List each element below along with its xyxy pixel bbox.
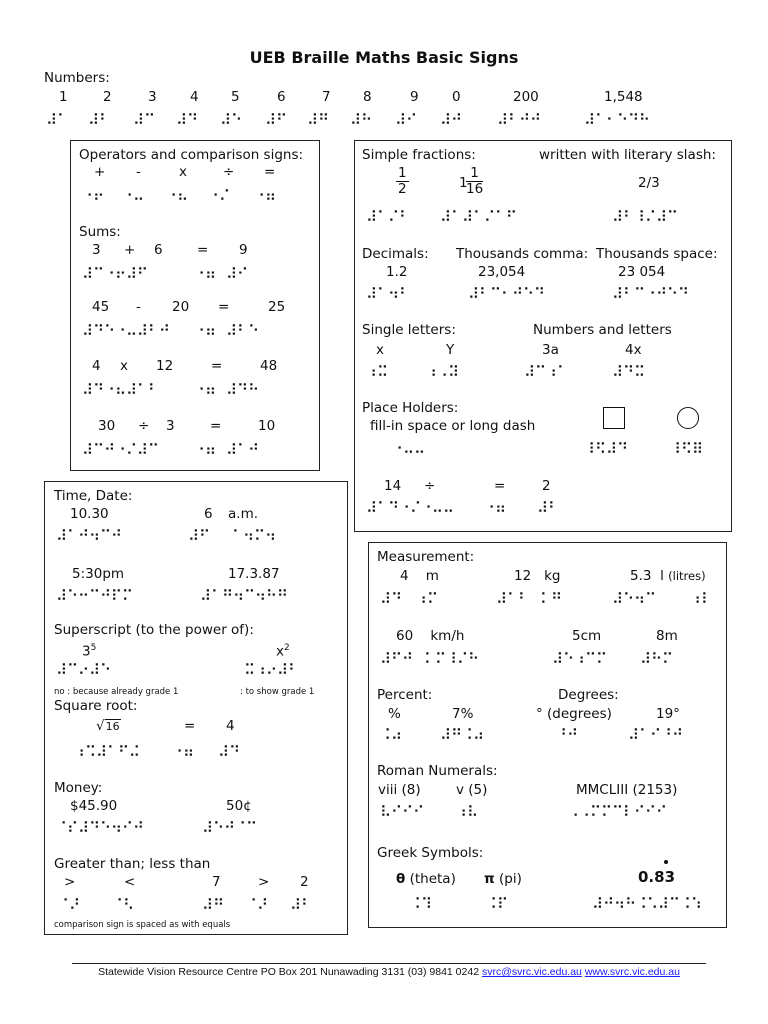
operator-braille: ⠐⠌ xyxy=(208,187,230,205)
fraction-b1: ⠼⠁⠌⠃ xyxy=(366,208,410,226)
sqroot-b2: ⠐⠶ xyxy=(172,743,194,761)
percent-b1: ⠨⠴ xyxy=(380,726,402,744)
decimals-b3: ⠼⠃⠉⠐⠚⠑⠙ xyxy=(612,285,689,303)
measurement-label: Measurement: xyxy=(377,549,475,565)
number-print: 7 xyxy=(322,89,331,105)
placeholders-calc-2: ÷ xyxy=(424,478,436,494)
meas-r1b-0: ⠼⠙ xyxy=(380,590,402,608)
recurring-dot-icon xyxy=(664,860,668,864)
meas-r2b-0: ⠼⠋⠚ xyxy=(380,650,413,668)
number-braille: ⠼⠑ xyxy=(220,111,242,129)
footer-text: Statewide Vision Resource Centre PO Box 201 Nunawading 3131 (03) 9841 0242 xyxy=(98,966,480,978)
roman-v1: viii (8) xyxy=(378,782,421,798)
number-braille: ⠼⠚ xyxy=(440,111,462,129)
roman-v2: v (5) xyxy=(456,782,488,798)
sum-part: = xyxy=(218,299,230,315)
letters-label: Single letters: xyxy=(362,322,456,338)
number-braille: ⠼⠊ xyxy=(395,111,417,129)
superscript-v2: $x^2$ xyxy=(276,643,290,660)
number-print: 1 xyxy=(59,89,68,105)
sum-part: - xyxy=(136,299,141,315)
comparison-print: 2 xyxy=(300,874,309,890)
meas-r2b-3: ⠼⠓⠍ xyxy=(640,650,673,668)
sum-braille: ⠼⠃⠑ xyxy=(226,322,259,340)
greek-b2: ⠨⠏ xyxy=(486,895,508,913)
sum-part: = xyxy=(211,358,223,374)
sqroot-label: Square root: xyxy=(54,698,138,714)
money-b1: ⠈⠎⠼⠙⠑⠲⠊⠚ xyxy=(56,819,144,837)
operator-braille: ⠐⠤ xyxy=(122,187,144,205)
sum-braille: ⠼⠉⠚⠐⠌⠼⠉ xyxy=(82,441,159,459)
greek-b1: ⠨⠹ xyxy=(410,895,432,913)
sum-part: 25 xyxy=(268,299,286,315)
decimals-b2: ⠼⠃⠉⠂⠚⠑⠙ xyxy=(468,285,545,303)
sum-part: 48 xyxy=(260,358,278,374)
sum-part: 9 xyxy=(239,242,248,258)
meas-r1b-3: ⠅⠛ xyxy=(540,590,562,608)
superscript-b2: ⠭⠰⠔⠼⠃ xyxy=(244,661,299,679)
time-b5: ⠼⠁⠛⠲⠉⠲⠓⠛ xyxy=(200,587,288,605)
comparison-braille: ⠈⠜ xyxy=(246,896,268,914)
comparison-print: 7 xyxy=(212,874,221,890)
sum-braille: ⠐⠶ xyxy=(194,381,216,399)
greek-v3: 0.83 xyxy=(638,868,676,886)
comparison-braille: ⠼⠃ xyxy=(290,896,312,914)
sum-braille: ⠼⠉⠐⠖⠼⠋ xyxy=(82,265,148,283)
number-braille: ⠼⠙ xyxy=(176,111,198,129)
time-v5: 17.3.87 xyxy=(228,566,280,582)
letters-b2: ⠰⠠⠽ xyxy=(426,363,459,381)
meas-r2b-2: ⠼⠑⠰⠉⠍ xyxy=(552,650,607,668)
sum-braille: ⠐⠶ xyxy=(194,441,216,459)
number-print: 5 xyxy=(231,89,240,105)
meas-r2-0: 60 km/h xyxy=(396,628,465,644)
number-braille: ⠼⠋ xyxy=(265,111,287,129)
number-braille: ⠼⠓ xyxy=(350,111,372,129)
money-b2: ⠼⠑⠚⠈⠉ xyxy=(202,819,257,837)
greek-label: Greek Symbols: xyxy=(377,845,484,861)
money-v2: 50¢ xyxy=(226,798,252,814)
sqroot-b1: ⠰⠩⠼⠁⠋⠬ xyxy=(74,743,140,761)
greek-b3: ⠼⠚⠲⠓⠨⠡⠼⠉⠨⠱ xyxy=(592,895,702,913)
placeholders-calc-1: 14 xyxy=(384,478,402,494)
number-print: 2 xyxy=(103,89,112,105)
sums-label: Sums: xyxy=(79,224,121,240)
number-braille: ⠼⠉ xyxy=(133,111,155,129)
comparison-print: > xyxy=(258,874,270,890)
fraction-mixed: $\frac{1}{16}$ xyxy=(466,165,484,197)
percent-b4: ⠼⠁⠊⠘⠚ xyxy=(628,726,683,744)
number-print: 3 xyxy=(148,89,157,105)
meas-r2-1: 5cm xyxy=(572,628,602,644)
meas-r1-2: 5.3 l (litres) xyxy=(630,568,706,584)
sum-braille: ⠼⠁⠚ xyxy=(226,441,259,459)
placeholders-calc-b3: ⠼⠃ xyxy=(537,499,559,517)
letters-b3: ⠼⠉⠰⠁ xyxy=(524,363,568,381)
greek-v1: θ (theta) xyxy=(396,871,456,887)
placeholders-calc-b1: ⠼⠁⠙⠐⠌⠐⠤⠤ xyxy=(366,499,454,517)
operators-label: Operators and comparison signs: xyxy=(79,147,304,163)
percent-v1: % xyxy=(388,706,401,722)
decimals-label2: Thousands comma: xyxy=(456,246,589,262)
comparison-print: < xyxy=(124,874,136,890)
time-v2: 6 xyxy=(204,506,213,522)
time-b3: ⠁⠲⠍⠲ xyxy=(232,527,276,545)
sqroot-eq: = xyxy=(184,718,196,734)
time-b1: ⠼⠁⠚⠲⠉⠚ xyxy=(56,527,122,545)
greater-note: comparison sign is spaced as with equals xyxy=(54,920,231,930)
footer xyxy=(72,963,706,978)
comparison-braille: ⠼⠛ xyxy=(202,896,224,914)
square-placeholder-icon xyxy=(603,407,625,429)
time-label: Time, Date: xyxy=(54,488,133,504)
sum-part: 6 xyxy=(154,242,163,258)
sum-braille: ⠼⠙⠑⠐⠤⠼⠃⠚ xyxy=(82,322,170,340)
decimals-v2: 23,054 xyxy=(478,264,526,280)
percent-b3: ⠘⠚ xyxy=(556,726,578,744)
operator-print: - xyxy=(136,164,141,180)
placeholders-calc-3: = xyxy=(494,478,506,494)
sqroot-b3: ⠼⠙ xyxy=(218,743,240,761)
number-print: 6 xyxy=(277,89,286,105)
comparison-braille: ⠈⠜ xyxy=(58,896,80,914)
comparison-braille: ⠈⠣ xyxy=(112,896,134,914)
superscript-b1: ⠼⠉⠔⠼⠑ xyxy=(56,661,111,679)
sum-part: = xyxy=(210,418,222,434)
money-label: Money: xyxy=(54,780,103,796)
decimals-label: Decimals: xyxy=(362,246,429,262)
percent-v3: ° (degrees) xyxy=(536,706,612,722)
placeholders-b1: ⠐⠤⠤ xyxy=(392,440,425,458)
placeholders-calc-b2: ⠐⠶ xyxy=(484,499,506,517)
fractions-label2: written with literary slash: xyxy=(539,147,716,163)
number-braille: ⠼⠃ xyxy=(88,111,110,129)
time-b4: ⠼⠑⠒⠉⠚⠏⠍ xyxy=(56,587,133,605)
placeholders-label: Place Holders: xyxy=(362,400,459,416)
circle-placeholder-icon xyxy=(677,407,699,429)
footer-web-link[interactable]: www.svrc.vic.edu.au xyxy=(584,966,680,978)
meas-r2b-1: ⠅⠍⠸⠌⠓ xyxy=(424,650,479,668)
sum-braille: ⠐⠶ xyxy=(194,322,216,340)
meas-r1b-5: ⠰⠇ xyxy=(690,590,712,608)
fractions-label: Simple fractions: xyxy=(362,147,476,163)
operator-braille: ⠐⠖ xyxy=(82,187,104,205)
percent-label: Percent: xyxy=(377,687,433,703)
sum-braille: ⠼⠊ xyxy=(226,265,248,283)
sum-part: x xyxy=(120,358,128,374)
money-v1: $45.90 xyxy=(70,798,118,814)
decimals-v3: 23 054 xyxy=(618,264,666,280)
decimals-v1: 1.2 xyxy=(386,264,408,280)
operator-print: + xyxy=(94,164,106,180)
number-braille: ⠼⠁ xyxy=(46,111,68,129)
sum-braille: ⠼⠙⠐⠦⠼⠁⠃ xyxy=(82,381,159,399)
placeholders-b3: ⠸⠫⠿ xyxy=(670,440,703,458)
letters-v4: 4x xyxy=(625,342,642,358)
percent-v4: 19° xyxy=(656,706,680,722)
fraction-b3: ⠼⠃⠸⠌⠼⠉ xyxy=(612,208,678,226)
sum-part: 10 xyxy=(258,418,276,434)
operator-print: x xyxy=(179,164,187,180)
letters-b1: ⠰⠭ xyxy=(366,363,388,381)
sum-part: ÷ xyxy=(138,418,150,434)
operator-braille: ⠐⠦ xyxy=(166,187,188,205)
fraction-mixed-whole: 1 xyxy=(459,175,468,191)
meas-r1b-1: ⠰⠍ xyxy=(416,590,438,608)
superscript-note1: no : because already grade 1 xyxy=(54,687,179,697)
letters-b4: ⠼⠙⠭ xyxy=(612,363,645,381)
sum-part: 4 xyxy=(92,358,101,374)
letters-v3: 3a xyxy=(542,342,559,358)
sum-part: = xyxy=(197,242,209,258)
time-v1: 10.30 xyxy=(70,506,109,522)
comparison-print: > xyxy=(64,874,76,890)
placeholders-calc-4: 2 xyxy=(542,478,551,494)
roman-label: Roman Numerals: xyxy=(377,763,498,779)
number-print: 8 xyxy=(363,89,372,105)
page-title: UEB Braille Maths Basic Signs xyxy=(249,48,519,67)
meas-r1b-2: ⠼⠁⠃ xyxy=(496,590,529,608)
operator-print: = xyxy=(264,164,276,180)
sum-part: 3 xyxy=(166,418,175,434)
roman-v3: MMCLIII (2153) xyxy=(576,782,678,798)
decimals-label3: Thousands space: xyxy=(596,246,718,262)
roman-b2: ⠰⠧ xyxy=(456,803,478,821)
sum-part: 3 xyxy=(92,242,101,258)
letters-label2: Numbers and letters xyxy=(533,322,672,338)
number-print: 4 xyxy=(190,89,199,105)
number-braille: ⠼⠁⠂⠑⠙⠓ xyxy=(584,111,650,129)
greater-label: Greater than; less than xyxy=(54,856,211,872)
degrees-label: Degrees: xyxy=(558,687,619,703)
letters-v2: Y xyxy=(446,342,455,358)
numbers-label: Numbers: xyxy=(44,70,110,86)
sum-part: 30 xyxy=(98,418,116,434)
superscript-note2: : to show grade 1 xyxy=(240,687,315,697)
sum-part: 45 xyxy=(92,299,110,315)
percent-b2: ⠼⠛⠨⠴ xyxy=(440,726,484,744)
fraction-b2: ⠼⠁⠼⠁⠌⠁⠋ xyxy=(440,208,517,226)
sum-braille: ⠐⠶ xyxy=(194,265,216,283)
meas-r2-2: 8m xyxy=(656,628,678,644)
greek-v2: π (pi) xyxy=(484,871,522,887)
roman-b3: ⠠⠠⠍⠍⠉⠇⠊⠊⠊ xyxy=(568,803,667,821)
operator-print: ÷ xyxy=(223,164,235,180)
operator-braille: ⠐⠶ xyxy=(254,187,276,205)
number-print: 9 xyxy=(410,89,419,105)
placeholders-sub: fill-in space or long dash xyxy=(370,418,536,434)
sum-part: 20 xyxy=(172,299,190,315)
fraction-half: $\frac{1}{2}$ xyxy=(398,165,407,197)
meas-r1-0: 4 m xyxy=(400,568,439,584)
meas-r1b-4: ⠼⠑⠲⠉ xyxy=(612,590,656,608)
number-print: 1,548 xyxy=(604,89,643,105)
percent-v2: 7% xyxy=(452,706,474,722)
sum-part: 12 xyxy=(156,358,174,374)
placeholders-b2: ⠸⠫⠼⠙ xyxy=(584,440,628,458)
letters-v1: x xyxy=(376,342,384,358)
fraction-slash: 2/3 xyxy=(638,175,660,191)
sum-part: + xyxy=(124,242,136,258)
superscript-v1: $3^5$ xyxy=(82,643,97,660)
sum-braille: ⠼⠙⠓ xyxy=(226,381,259,399)
time-b2: ⠼⠋ xyxy=(188,527,210,545)
number-braille: ⠼⠃⠚⠚ xyxy=(497,111,541,129)
decimals-b1: ⠼⠁⠲⠃ xyxy=(366,285,410,303)
number-braille: ⠼⠛ xyxy=(307,111,329,129)
superscript-label: Superscript (to the power of): xyxy=(54,622,254,638)
roman-b1: ⠧⠊⠊⠊ xyxy=(380,803,424,821)
footer-email-link[interactable]: svrc@svrc.vic.edu.au xyxy=(481,966,582,978)
time-v3: a.m. xyxy=(228,506,259,522)
number-print: 0 xyxy=(452,89,461,105)
time-v4: 5:30pm xyxy=(72,566,125,582)
number-print: 200 xyxy=(513,89,539,105)
sqroot-expression: √16 xyxy=(96,718,120,734)
sqroot-result: 4 xyxy=(226,718,235,734)
meas-r1-1: 12 kg xyxy=(514,568,561,584)
